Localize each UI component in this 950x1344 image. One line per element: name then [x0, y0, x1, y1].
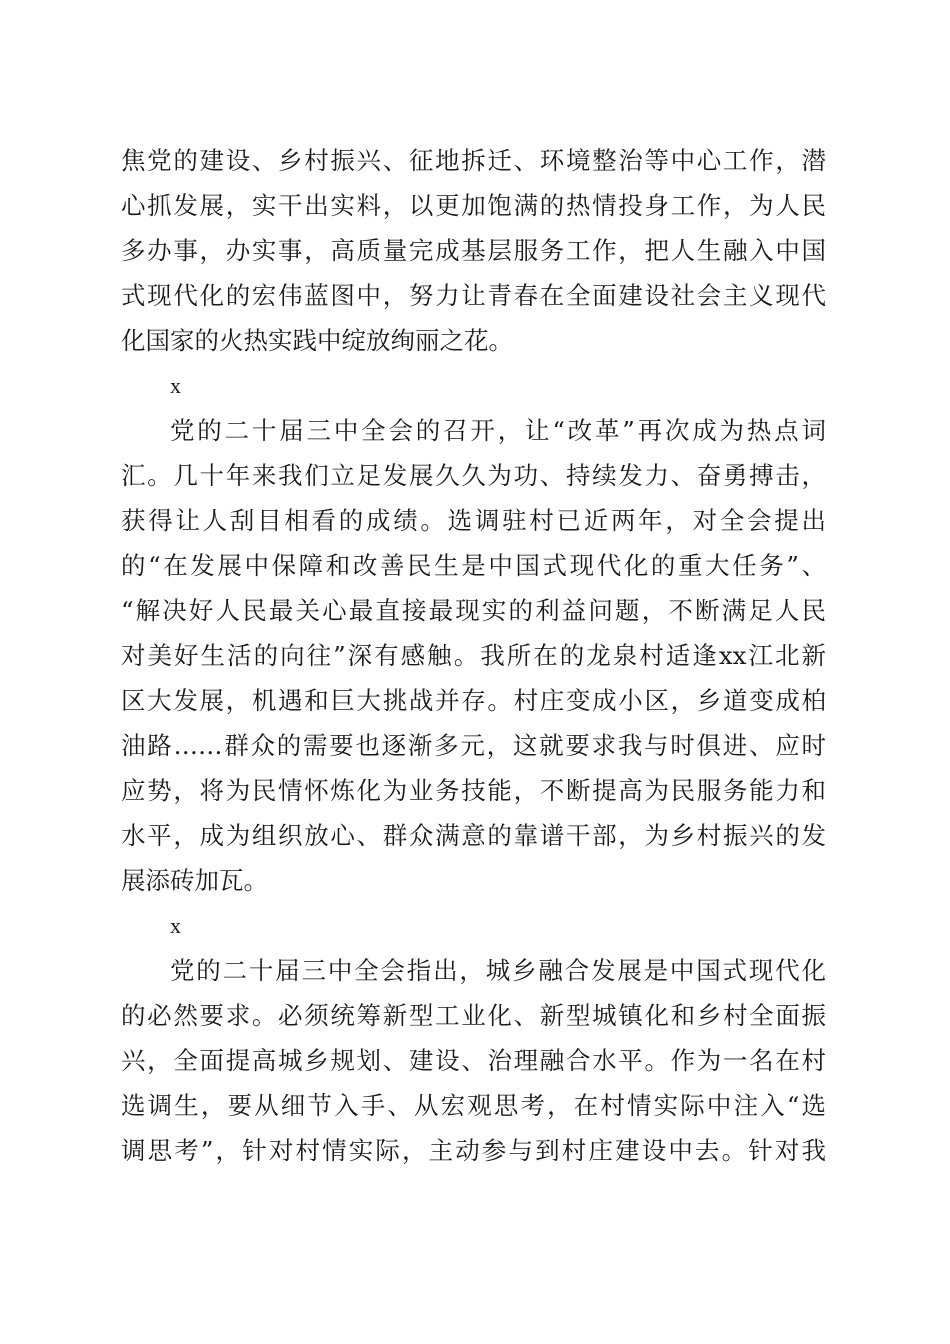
paragraph-2-line-7: 区大发展，机遇和巨大挑战并存。村庄变成小区，乡道变成柏	[121, 686, 826, 715]
paragraph-1-line-1: 焦党的建设、乡村振兴、征地拆迁、环境整治等中心工作，潜	[121, 146, 826, 175]
paragraph-2-line-1: 党的二十届三中全会的召开，让“改革”再次成为热点词	[170, 416, 826, 445]
paragraph-1-line-5: 化国家的火热实践中绽放绚丽之花。	[121, 326, 513, 355]
paragraph-3-line-2: 的必然要求。必须统筹新型工业化、新型城镇化和乡村全面振	[121, 1001, 826, 1030]
paragraph-2-line-6: 对美好生活的向往”深有感触。我所在的龙泉村适逢xx江北新	[121, 641, 826, 670]
paragraph-1-line-3: 多办事，办实事，高质量完成基层服务工作，把人生融入中国	[121, 236, 826, 265]
section-separator: x	[170, 373, 181, 398]
paragraph-2-line-8: 油路……群众的需要也逐渐多元，这就要求我与时俱进、应时	[121, 731, 826, 760]
paragraph-2-line-11: 展添砖加瓦。	[121, 866, 268, 895]
paragraph-2-line-9: 应势，将为民情怀炼化为业务技能，不断提高为民服务能力和	[121, 776, 826, 805]
paragraph-2-line-5: “解决好人民最关心最直接最现实的利益问题，不断满足人民	[121, 596, 826, 625]
section-separator: x	[170, 913, 181, 938]
paragraph-2-line-2: 汇。几十年来我们立足发展久久为功、持续发力、奋勇搏击，	[121, 461, 826, 490]
paragraph-1-line-2: 心抓发展，实干出实料，以更加饱满的热情投身工作，为人民	[121, 191, 826, 220]
paragraph-3-line-1: 党的二十届三中全会指出，城乡融合发展是中国式现代化	[170, 956, 826, 985]
paragraph-1-line-4: 式现代化的宏伟蓝图中，努力让青春在全面建设社会主义现代	[121, 281, 826, 310]
paragraph-3-line-4: 选调生，要从细节入手、从宏观思考，在村情实际中注入“选	[121, 1091, 826, 1120]
paragraph-3-line-3: 兴，全面提高城乡规划、建设、治理融合水平。作为一名在村	[121, 1046, 826, 1075]
paragraph-2-line-4: 的“在发展中保障和改善民生是中国式现代化的重大任务”、	[121, 551, 826, 580]
paragraph-2-line-3: 获得让人刮目相看的成绩。选调驻村已近两年，对全会提出	[121, 506, 826, 535]
paragraph-3-line-5: 调思考”，针对村情实际，主动参与到村庄建设中去。针对我	[121, 1136, 826, 1165]
paragraph-2-line-10: 水平，成为组织放心、群众满意的靠谱干部，为乡村振兴的发	[121, 821, 826, 850]
